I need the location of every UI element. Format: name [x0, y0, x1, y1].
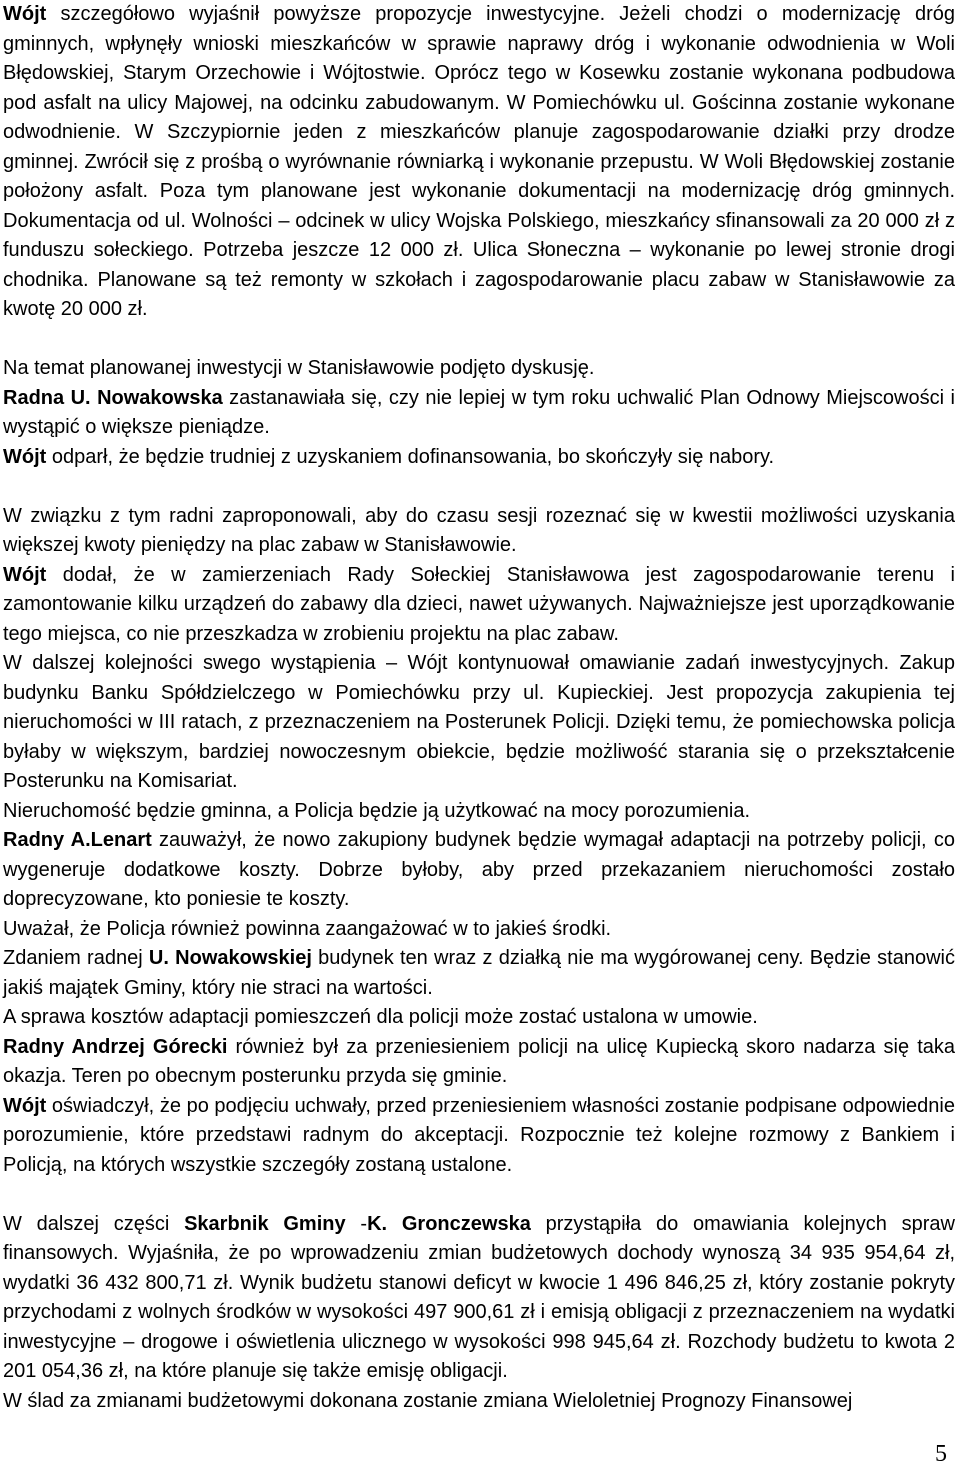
paragraph: [3, 915, 955, 945]
paragraph: [3, 443, 955, 473]
paragraph: [3, 944, 955, 1003]
paragraph: [3, 561, 955, 650]
text-run: Nieruchomość będzie gminna, a Policja będzie ją użytkować na mocy porozumienia.: [3, 799, 751, 822]
bold-text-run: Wójt: [3, 445, 47, 468]
text-run: A sprawa kosztów adaptacji pomieszczeń dla policji może zostać ustalona w umowie.: [3, 1006, 758, 1028]
page-number: 5: [935, 1441, 947, 1467]
text-run: szczegółowo wyjaśnił powyższe propozycje inwestycyjne. Jeżeli chodzi o modernizację dróg gminnych, wpłynęły wnioski mieszkańców w sprawie naprawy dróg i wykonanie odwodnienia w Woli Błędowskiej, Starym Orzechowie i Wójtostwie. Oprócz tego w Kosewku zostanie wykonana podbudowa pod asfalt na ulicy Majowej, na odcinku zabudowanym. W Pomiechówku ul. Gościnna zostanie wykonane odwodnienie. W Szczypiornie jeden z mieszkańców planuje zagospodarowanie działki przy drodze gminnej. Zwrócił się z prośbą o wyrównanie równiarką i wykonanie przepustu. W Woli Błędowskiej zostanie położony asfalt. Poza tym planowane jest wykonanie dokumentacji na modernizację dróg gminnych. Dokumentacja od ul. Wolności – odcinek w ulicy Wojska Polskiego, mieszkańcy sfinansowali za 20 000 zł z funduszu sołeckiego. Potrzeba jeszcze 12 000 zł. Ulica Słoneczna – wykonanie po lewej stronie drogi chodnika. Planowane są też remonty w szkołach i zagospodarowanie placu zabaw w Stanisławowie za kwotę 20 000 zł.: [3, 3, 955, 320]
bold-text-run: Radny A.Lenart: [3, 829, 152, 851]
text-run: W dalszej kolejności swego wystąpienia – Wójt kontynuował omawianie zadań inwestycyjnych. Zakup budynku Banku Spółdzielczego w Pomiechówku przy ul. Kupieckiej. Jest propozycja zakupienia tej nieruchomości w III ratach, z przeznaczeniem na Posterunek Policji. Dzięki temu, że pomiechowska policja byłaby w większym, bardziej nowoczesnym obiekcie, będzie możliwość starania się o przekształcenie Posterunku na Komisariat.: [3, 652, 955, 792]
text-run: budynek ten wraz z działką nie ma wygórowanej ceny. Będzie stanowić jakiś majątek Gminy, który nie straci na wartości.: [3, 947, 955, 999]
bold-text-run: U.: [148, 947, 169, 969]
paragraph-spacer: [3, 472, 955, 502]
paragraph: [3, 502, 955, 561]
document-body: [3, 0, 955, 1416]
text-run: -: [345, 1212, 368, 1235]
text-run: W ślad za zmianami budżetowymi dokonana zostanie zmiana Wieloletniej Prognozy Finansowej: [3, 1389, 853, 1412]
text-run: przystąpiła do omawiania kolejnych spraw finansowych. Wyjaśniła, że po wprowadzeniu zmian budżetowych dochody wynoszą 34 935 954,64 zł, wydatki 36 432 800,71 zł. Wynik budżetu stanowi deficyt w kwocie 1 496 846,25 zł, który zostanie pokryty przychodami z wolnych środków w wysokości 497 900,61 zł i emisją obligacji z przeznaczeniem na wydatki inwestycyjne – drogowe i oświetlenia ulicznego w wysokości 998 945,64 zł. Rozchody budżetu to kwota 2 201 054,36 zł, na które planuje się także emisję obligacji.: [3, 1212, 955, 1382]
paragraph: [3, 1033, 955, 1092]
text-run: zauważył, że nowo zakupiony budynek będzie wymagał adaptacji na potrzeby policji, co wygeneruje dodatkowe koszty. Dobrze byłoby, aby przed przekazaniem nieruchomości zostało doprecyzowane, kto poniesie te koszty.: [3, 829, 956, 910]
text-run: odparł, że będzie trudniej z uzyskaniem dofinansowania, bo skończyły się nabory.: [46, 445, 775, 468]
bold-text-run: Wójt: [3, 3, 47, 25]
bold-text-run: Radny Andrzej Górecki: [3, 1035, 228, 1058]
text-run: Uważał, że Policja również powinna zaangażować w to jakieś środki.: [3, 917, 612, 940]
paragraph: [3, 354, 955, 384]
bold-text-run: Wójt: [3, 563, 47, 586]
bold-text-run: Radna U.: [3, 386, 91, 409]
text-run: W związku z tym radni zaproponowali, aby do czasu sesji rozeznać się w kwestii możliwości uzyskania większej kwoty pieniędzy na plac zabaw w Stanisławowie.: [3, 504, 955, 556]
bold-text-run: Nowakowska: [97, 386, 223, 409]
text-run: oświadczył, że po podjęciu uchwały, przed przeniesieniem własności zostanie podpisane odpowiednie porozumienie, które przedstawi radnym do akceptacji. Rozpocznie też kolejne rozmowy z Bankiem i Policją, na których wszystkie szczegóły zostaną ustalone.: [3, 1094, 955, 1176]
text-run: Na temat planowanej inwestycji w Stanisławowie podjęto dyskusję.: [3, 357, 595, 379]
text-run: dodał, że w zamierzeniach Rady Sołeckiej Stanisławowa jest zagospodarowanie terenu i zamontowanie kilku urządzeń do zabawy dla dzieci, nawet używanych. Najważniejsze jest uporządkowanie tego miejsca, co nie przeszkadza w zrobieniu projektu na plac zabaw.: [3, 563, 955, 645]
bold-text-run: K. Gronczewska: [367, 1212, 531, 1235]
bold-text-run: Nowakowskiej: [175, 947, 312, 969]
text-run: Zdaniem radnej: [3, 947, 149, 969]
paragraph: [3, 826, 955, 915]
bold-text-run: Wójt: [3, 1094, 47, 1117]
paragraph-spacer: [3, 1180, 955, 1210]
paragraph: [3, 1092, 955, 1181]
paragraph: [3, 1210, 955, 1387]
paragraph: [3, 797, 955, 827]
paragraph: [3, 384, 955, 443]
text-run: również był za przeniesieniem policji na ulicę Kupiecką skoro nadarza się taka okazja. Teren po obecnym posterunku przyda się gminie.: [3, 1035, 955, 1087]
paragraph: [3, 1387, 955, 1417]
paragraph-spacer: [3, 325, 955, 355]
text-run: W dalszej części: [3, 1212, 185, 1235]
paragraph: [3, 0, 955, 325]
bold-text-run: Skarbnik Gminy: [184, 1212, 346, 1235]
paragraph: [3, 649, 955, 797]
paragraph: [3, 1003, 955, 1033]
text-run: zastanawiała się, czy nie lepiej w tym roku uchwalić Plan Odnowy Miejscowości i wystąpić o większe pieniądze.: [3, 386, 955, 438]
